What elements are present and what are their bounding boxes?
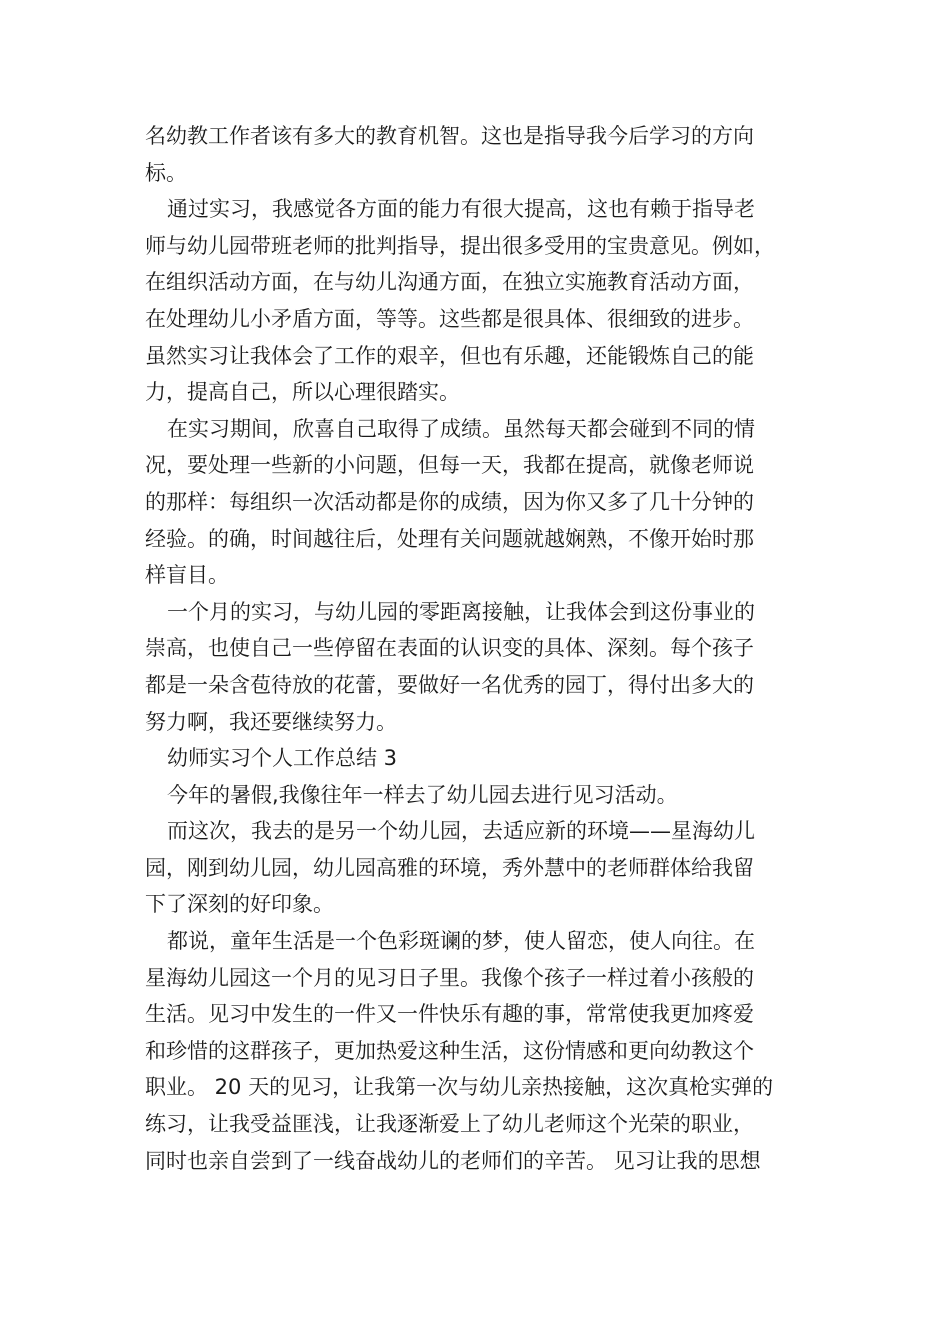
- text-line: 和珍惜的这群孩子，更加热爱这种生活，这份情感和更向幼教这个: [145, 1038, 754, 1063]
- text-line: 生活。见习中发生的一件又一件快乐有趣的事，常常使我更加疼爱: [145, 1002, 754, 1027]
- text-line: 况，要处理一些新的小问题，但每一天，我都在提高，就像老师说: [145, 453, 754, 478]
- text-line: 园，刚到幼儿园，幼儿园高雅的环境，秀外慧中的老师群体给我留: [145, 855, 754, 880]
- text-line: 职业。 20 天的见习，让我第一次与幼儿亲热接触，这次真枪实弹的: [145, 1075, 774, 1100]
- paragraph-start-line: 通过实习，我感觉各方面的能力有很大提高，这也有赖于指导老: [167, 197, 755, 222]
- paragraph-start-line: 今年的暑假,我像往年一样去了幼儿园去进行见习活动。: [167, 782, 678, 807]
- paragraph-start-line: 一个月的实习，与幼儿园的零距离接触，让我体会到这份事业的: [167, 599, 755, 624]
- paragraph-start-line: 都说，童年生活是一个色彩斑谰的梦，使人留恋，使人向往。在: [167, 929, 755, 954]
- text-line: 师与幼儿园带班老师的批判指导，提出很多受用的宝贵意见。例如，: [145, 233, 775, 258]
- text-line: 星海幼儿园这一个月的见习日子里。我像个孩子一样过着小孩般的: [145, 965, 754, 990]
- text-line: 都是一朵含苞待放的花蕾，要做好一名优秀的园丁，得付出多大的: [145, 672, 754, 697]
- text-line: 在组织活动方面，在与幼儿沟通方面，在独立实施教育活动方面，: [145, 270, 754, 295]
- text-line: 下了深刻的好印象。: [145, 892, 334, 917]
- text-line: 练习，让我受益匪浅，让我逐渐爱上了幼儿老师这个光荣的职业，: [145, 1112, 754, 1137]
- text-line: 崇高，也使自己一些停留在表面的认识变的具体、深刻。每个孩子: [145, 636, 754, 661]
- text-line: 标。: [145, 160, 187, 185]
- text-line: 同时也亲自尝到了一线奋战幼儿的老师们的辛苦。 见习让我的思想: [145, 1148, 761, 1173]
- text-line: 样盲目。: [145, 563, 229, 588]
- text-line: 名幼教工作者该有多大的教育机智。这也是指导我今后学习的方向: [145, 124, 754, 148]
- section-heading: 幼师实习个人工作总结 3: [167, 746, 398, 771]
- text-line: 在处理幼儿小矛盾方面，等等。这些都是很具体、很细致的进步。: [145, 306, 754, 331]
- document-body: [145, 118, 825, 1179]
- text-line: 经验。的确，时间越往后，处理有关问题就越娴熟，不像开始时那: [145, 526, 754, 551]
- text-line: 的那样：每组织一次活动都是你的成绩，因为你又多了几十分钟的: [145, 489, 754, 514]
- text-line: 努力啊，我还要继续努力。: [145, 709, 397, 734]
- paragraph-start-line: 而这次，我去的是另一个幼儿园，去适应新的环境——星海幼儿: [167, 819, 755, 844]
- paragraph-start-line: 在实习期间，欣喜自己取得了成绩。虽然每天都会碰到不同的情: [167, 416, 755, 441]
- text-line: 力，提高自己，所以心理很踏实。: [145, 380, 460, 405]
- text-line: 虽然实习让我体会了工作的艰辛，但也有乐趣，还能锻炼自己的能: [145, 343, 754, 368]
